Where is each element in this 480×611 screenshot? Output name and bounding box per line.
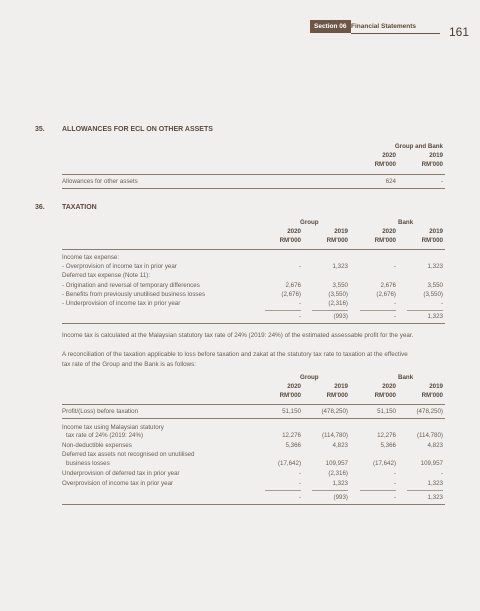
note35-number: 35.	[35, 126, 45, 133]
section-title: Financial Statements	[351, 23, 417, 30]
paragraph-reconciliation-line1: A reconciliation of the taxation applicable to loss before taxation and zakat at the statutory tax rate to taxation at the effective	[62, 351, 408, 358]
table2-total: 1,323	[427, 494, 443, 501]
table2-row-label: Overprovision of income tax in prior year	[62, 480, 174, 487]
table2-total-rule	[360, 490, 396, 491]
table1-cell: (3,550)	[328, 291, 348, 298]
table2-unit: RM'000	[421, 392, 443, 399]
table1-cell: -	[298, 263, 301, 270]
table2-year: 2019	[429, 383, 443, 390]
table2-profit-label: Profit/(Loss) before taxation	[62, 408, 139, 415]
table1-year: 2020	[382, 228, 396, 235]
table2-cell: (2,316)	[328, 470, 348, 477]
paragraph-reconciliation-line2: tax rate of the Group and the Bank is as follows:	[62, 361, 197, 368]
table1-rule-bottom	[62, 323, 445, 324]
table2-total-rule	[407, 490, 443, 491]
table2-row-label: Deferred tax assets not recognised on unutilised	[62, 451, 195, 458]
table1-cell: -	[298, 300, 301, 307]
table2-year: 2020	[382, 383, 396, 390]
table1-total: -	[298, 313, 301, 320]
table1-row-label: Deferred tax expense (Note 11):	[62, 272, 150, 279]
table2-cell: 5,366	[285, 442, 301, 449]
table1-unit: RM'000	[421, 237, 443, 244]
table1-total-rule	[312, 310, 348, 311]
table1-cell: -	[440, 300, 443, 307]
table2-cell: -	[393, 470, 396, 477]
table1-total-rule	[265, 310, 301, 311]
table1-cell: (2,676)	[281, 291, 301, 298]
table2-cell: 5,366	[380, 442, 396, 449]
table2-cell: 12,276	[377, 432, 396, 439]
table1-cell: 2,676	[285, 282, 301, 289]
note35-row-2020: 624	[385, 178, 396, 185]
note35-rule-bottom	[62, 188, 445, 189]
table1-bank-heading: Bank	[398, 219, 414, 226]
table2-year: 2019	[334, 383, 348, 390]
table2-cell: -	[393, 480, 396, 487]
table2-cell: 12,276	[282, 432, 301, 439]
table1-unit: RM'000	[279, 237, 301, 244]
table2-cell: -	[440, 470, 443, 477]
table1-rule-top	[62, 249, 445, 250]
table2-row-label: Underprovision of deferred tax in prior year	[62, 470, 180, 477]
table1-cell: 1,323	[332, 263, 348, 270]
table2-rule-mid	[62, 418, 445, 419]
table1-total-rule	[360, 310, 396, 311]
note35-title: ALLOWANCES FOR ECL ON OTHER ASSETS	[62, 126, 213, 133]
table1-cell: -	[393, 300, 396, 307]
table1-cell: 2,676	[380, 282, 396, 289]
table2-rule-top	[62, 404, 445, 405]
page-number: 161	[449, 25, 470, 39]
table2-cell: (17,642)	[277, 460, 301, 467]
table2-row-label: tax rate of 24% (2019: 24%)	[66, 432, 144, 439]
table1-year: 2019	[334, 228, 348, 235]
table2-row-label: business losses	[66, 460, 110, 467]
table2-unit: RM'000	[326, 392, 348, 399]
note36-number: 36.	[35, 204, 45, 211]
table1-row-label: Income tax expense:	[62, 254, 120, 261]
table2-total: (993)	[333, 494, 348, 501]
table1-cell: (3,550)	[423, 291, 443, 298]
table2-cell: 1,323	[332, 480, 348, 487]
table1-total-rule	[407, 310, 443, 311]
table2-row-label: Non-deductible expenses	[62, 442, 132, 449]
table2-unit: RM'000	[279, 392, 301, 399]
table2-profit-cell: (478,250)	[321, 408, 348, 415]
table2-cell: -	[298, 480, 301, 487]
note35-year-2019: 2019	[429, 152, 443, 159]
paragraph-tax-rate: Income tax is calculated at the Malaysian statutory tax rate of 24% (2019: 24%) of the estimated assessable profit for the year.	[62, 332, 414, 339]
table2-rule-bottom	[62, 504, 445, 505]
table1-total: 1,323	[427, 313, 443, 320]
table2-total-rule	[265, 490, 301, 491]
table1-cell: 1,323	[427, 263, 443, 270]
table2-cell: 4,823	[427, 442, 443, 449]
table1-cell: 3,550	[427, 282, 443, 289]
table1-cell: 3,550	[332, 282, 348, 289]
table1-cell: (2,316)	[328, 300, 348, 307]
table2-unit: RM'000	[374, 392, 396, 399]
table1-group-heading: Group	[300, 219, 319, 226]
table2-cell: 4,823	[332, 442, 348, 449]
note35-group-bank-heading: Group and Bank	[394, 143, 443, 150]
table1-row-label: - Overprovision of income tax in prior year	[62, 263, 177, 270]
table1-year: 2019	[429, 228, 443, 235]
table2-profit-cell: 51,150	[377, 408, 396, 415]
note35-unit-2019: RM'000	[421, 161, 443, 168]
note35-row-2019: -	[440, 178, 443, 185]
table1-row-label: - Underprovision of income tax in prior year	[62, 300, 181, 307]
table2-cell: 109,957	[420, 460, 443, 467]
table1-row-label: - Benefits from previously unutilised business losses	[62, 291, 206, 298]
table2-total: -	[393, 494, 396, 501]
table2-bank-heading: Bank	[398, 374, 414, 381]
table2-row-label: Income tax using Malaysian statutory	[62, 424, 164, 431]
note35-rule-top	[62, 174, 445, 175]
note35-row-label: Allowances for other assets	[62, 178, 138, 185]
table2-profit-cell: 51,150	[282, 408, 301, 415]
table1-cell: -	[393, 263, 396, 270]
table2-cell: (114,780)	[321, 432, 348, 439]
table2-profit-cell: (478,250)	[416, 408, 443, 415]
section-badge: Section 06	[310, 20, 351, 33]
note35-unit-2020: RM'000	[374, 161, 396, 168]
table1-cell: (2,676)	[376, 291, 396, 298]
table1-total: -	[393, 313, 396, 320]
table1-unit: RM'000	[326, 237, 348, 244]
note35-year-2020: 2020	[382, 152, 396, 159]
table1-total: (993)	[333, 313, 348, 320]
table2-year: 2020	[287, 383, 301, 390]
table1-unit: RM'000	[374, 237, 396, 244]
header-underline	[351, 33, 440, 34]
table2-cell: 109,957	[325, 460, 348, 467]
table2-cell: (17,642)	[372, 460, 396, 467]
note36-title: TAXATION	[62, 204, 97, 211]
table2-cell: -	[298, 470, 301, 477]
table1-row-label: - Origination and reversal of temporary differences	[62, 282, 200, 289]
table2-total: -	[298, 494, 301, 501]
table2-cell: 1,323	[427, 480, 443, 487]
table2-group-heading: Group	[300, 374, 319, 381]
table2-total-rule	[312, 490, 348, 491]
table1-year: 2020	[287, 228, 301, 235]
table2-cell: (114,780)	[416, 432, 443, 439]
